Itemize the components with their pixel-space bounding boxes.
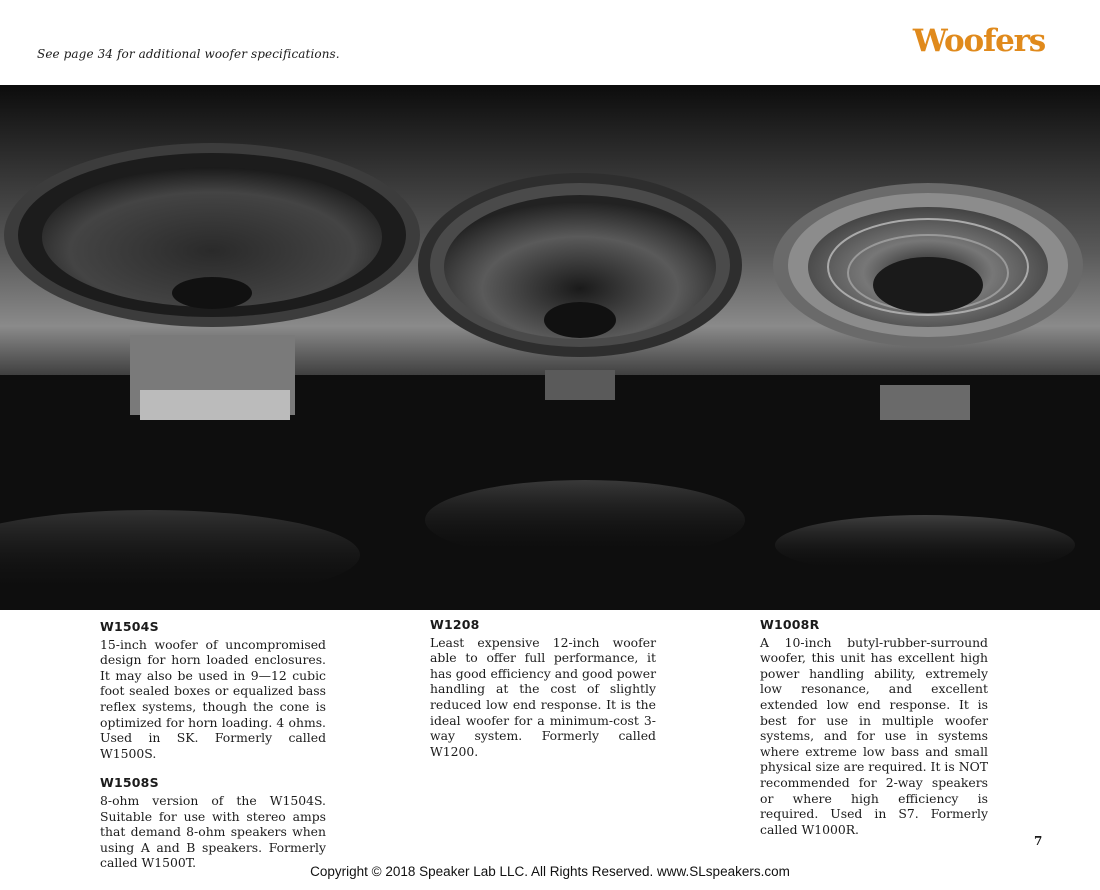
- model-description: 8-ohm version of the W1504S. Suitable for use with stereo amps that demand 8-ohm speakers when using A and B speakers. Formerly called W1500T.: [100, 792, 326, 871]
- column-left: [100, 619, 326, 871]
- model-description: A 10-inch butyl-rubber-surround woofer, this unit has excellent high power handling ability, extremely low resonance, and excellent extended low end response. It is best for use in multiple woofer systems, and for use in systems where extreme low bass and small physical size are required. It is NOT recommended for 2-way speakers or where high efficiency is required. Used in S7. Formerly called W1000R.: [760, 634, 988, 837]
- column-right: [760, 617, 988, 837]
- product-w1208: [430, 617, 656, 759]
- model-name: W1208: [430, 617, 480, 632]
- column-middle: [430, 617, 656, 759]
- woofers-illustration: [0, 85, 1100, 610]
- model-name: W1504S: [100, 619, 159, 634]
- product-w1008r: [760, 617, 988, 837]
- woofers-photo: [0, 85, 1100, 610]
- model-description: 15-inch woofer of uncompromised design for horn loaded enclosures. It may also be used in 9—12 cubic foot sealed boxes or equalized bass reflex systems, though the cone is optimized for horn loading. 4 ohms. Used in SK. Formerly called W1500S.: [100, 636, 326, 761]
- spec-note: See page 34 for additional woofer specifications.: [37, 47, 340, 61]
- page-number: 7: [1034, 834, 1043, 848]
- page-title: Woofers: [912, 23, 1045, 59]
- woofer-12-inch: [418, 173, 745, 560]
- model-name: W1008R: [760, 617, 820, 632]
- copyright-notice: Copyright © 2018 Speaker Lab LLC. All Rights Reserved. www.SLspeakers.com: [310, 864, 790, 879]
- model-description: Least expensive 12-inch woofer able to offer full performance, it has good efficiency and good power handling at the cost of slightly reduced low end response. It is the ideal woofer for a minimum-cost 3-way system. Formerly called W1200.: [430, 634, 656, 759]
- product-w1504s: [100, 619, 326, 761]
- product-w1508s: [100, 775, 326, 871]
- model-name: W1508S: [100, 775, 159, 791]
